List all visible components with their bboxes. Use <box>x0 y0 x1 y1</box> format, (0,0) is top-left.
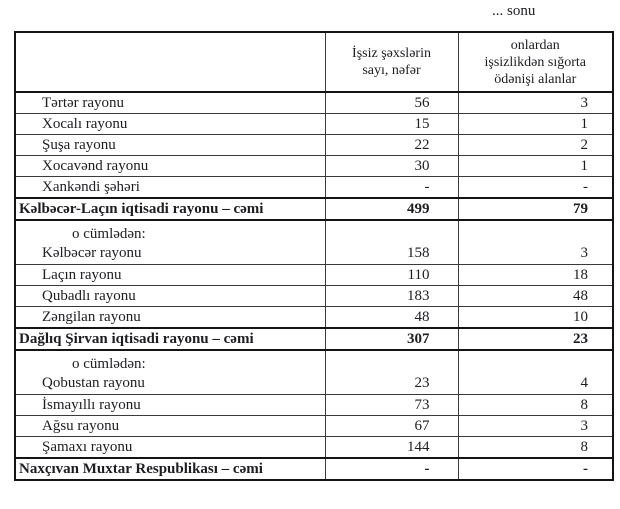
continuation-note: ... sonu <box>492 3 536 19</box>
insured-count-cell: - <box>458 458 613 480</box>
insured-count-cell: 48 <box>458 286 613 307</box>
table-row <box>15 198 613 220</box>
unemployed-count-cell: 15 <box>325 114 458 135</box>
insured-count-cell: 1 <box>458 114 613 135</box>
unemployed-count-cell: 73 <box>325 395 458 416</box>
header-line: işsizlikdən sığorta <box>484 54 586 70</box>
unemployed-count-cell: 158 <box>325 220 458 265</box>
unemployed-count-cell: 183 <box>325 286 458 307</box>
table-row <box>15 156 613 177</box>
unemployed-count-cell: - <box>325 458 458 480</box>
insured-count-cell: 79 <box>458 198 613 220</box>
insured-count-cell: 8 <box>458 395 613 416</box>
unemployed-count-cell: 56 <box>325 92 458 114</box>
insured-count-cell: - <box>458 177 613 199</box>
header-region-cell <box>15 32 325 92</box>
table-row <box>15 177 613 199</box>
header-line: ödənişi alanlar <box>494 71 577 87</box>
unemployed-count-cell: 499 <box>325 198 458 220</box>
table-row <box>15 114 613 135</box>
unemployed-count-cell: 30 <box>325 156 458 177</box>
region-cell: Kəlbəcər-Laçın iqtisadi rayonu – cəmi <box>15 198 325 220</box>
insured-count-cell: 4 <box>458 350 613 395</box>
insured-count-cell: 2 <box>458 135 613 156</box>
table-row <box>15 437 613 459</box>
table-row <box>15 265 613 286</box>
region-cell: Naxçıvan Muxtar Respublikası – cəmi <box>15 458 325 480</box>
table-row <box>15 286 613 307</box>
unemployed-count-cell: 67 <box>325 416 458 437</box>
insured-count-cell: 10 <box>458 307 613 329</box>
region-cell: Xocavənd rayonu <box>15 156 325 177</box>
header-insured-cell <box>458 32 613 92</box>
region-cell: Şuşa rayonu <box>15 135 325 156</box>
table-row <box>15 350 613 395</box>
unemployed-count-cell: - <box>325 177 458 199</box>
region-cell: Dağlıq Şirvan iqtisadi rayonu – cəmi <box>15 328 325 350</box>
header-line: onlardan <box>510 37 560 53</box>
table-body <box>15 92 613 480</box>
region-cell: Zəngilan rayonu <box>15 307 325 329</box>
including-sublabel: o cümlədən: <box>72 355 146 372</box>
including-sublabel: o cümlədən: <box>72 225 146 242</box>
unemployment-table <box>14 31 614 481</box>
region-cell <box>15 350 325 395</box>
table-row <box>15 307 613 329</box>
table-header <box>15 32 613 92</box>
unemployed-count-cell: 144 <box>325 437 458 459</box>
region-cell: Laçın rayonu <box>15 265 325 286</box>
header-row <box>15 32 613 92</box>
region-cell <box>15 220 325 265</box>
region-cell: Tərtər rayonu <box>15 92 325 114</box>
region-cell: Şamaxı rayonu <box>15 437 325 459</box>
table-row <box>15 458 613 480</box>
table-row <box>15 395 613 416</box>
region-cell: Ağsu rayonu <box>15 416 325 437</box>
header-unemployed-cell <box>325 32 458 92</box>
insured-count-cell: 8 <box>458 437 613 459</box>
region-cell: Qubadlı rayonu <box>15 286 325 307</box>
table-row <box>15 328 613 350</box>
table-row <box>15 135 613 156</box>
unemployed-count-cell: 110 <box>325 265 458 286</box>
unemployed-count-cell: 307 <box>325 328 458 350</box>
region-cell: Xankəndi şəhəri <box>15 177 325 199</box>
insured-count-cell: 1 <box>458 156 613 177</box>
insured-count-cell: 23 <box>458 328 613 350</box>
header-line: sayı, nəfər <box>362 63 421 78</box>
insured-count-cell: 3 <box>458 92 613 114</box>
region-label: Kəlbəcər rayonu <box>42 244 142 261</box>
unemployed-count-cell: 48 <box>325 307 458 329</box>
region-cell: Xocalı rayonu <box>15 114 325 135</box>
insured-count-cell: 3 <box>458 220 613 265</box>
table-row <box>15 220 613 265</box>
insured-count-cell: 3 <box>458 416 613 437</box>
region-cell: İsmayıllı rayonu <box>15 395 325 416</box>
table-row <box>15 92 613 114</box>
table-row <box>15 416 613 437</box>
region-label: Qobustan rayonu <box>42 374 145 391</box>
unemployed-count-cell: 23 <box>325 350 458 395</box>
header-line: İşsiz şəxslərin <box>352 46 431 61</box>
unemployed-count-cell: 22 <box>325 135 458 156</box>
insured-count-cell: 18 <box>458 265 613 286</box>
